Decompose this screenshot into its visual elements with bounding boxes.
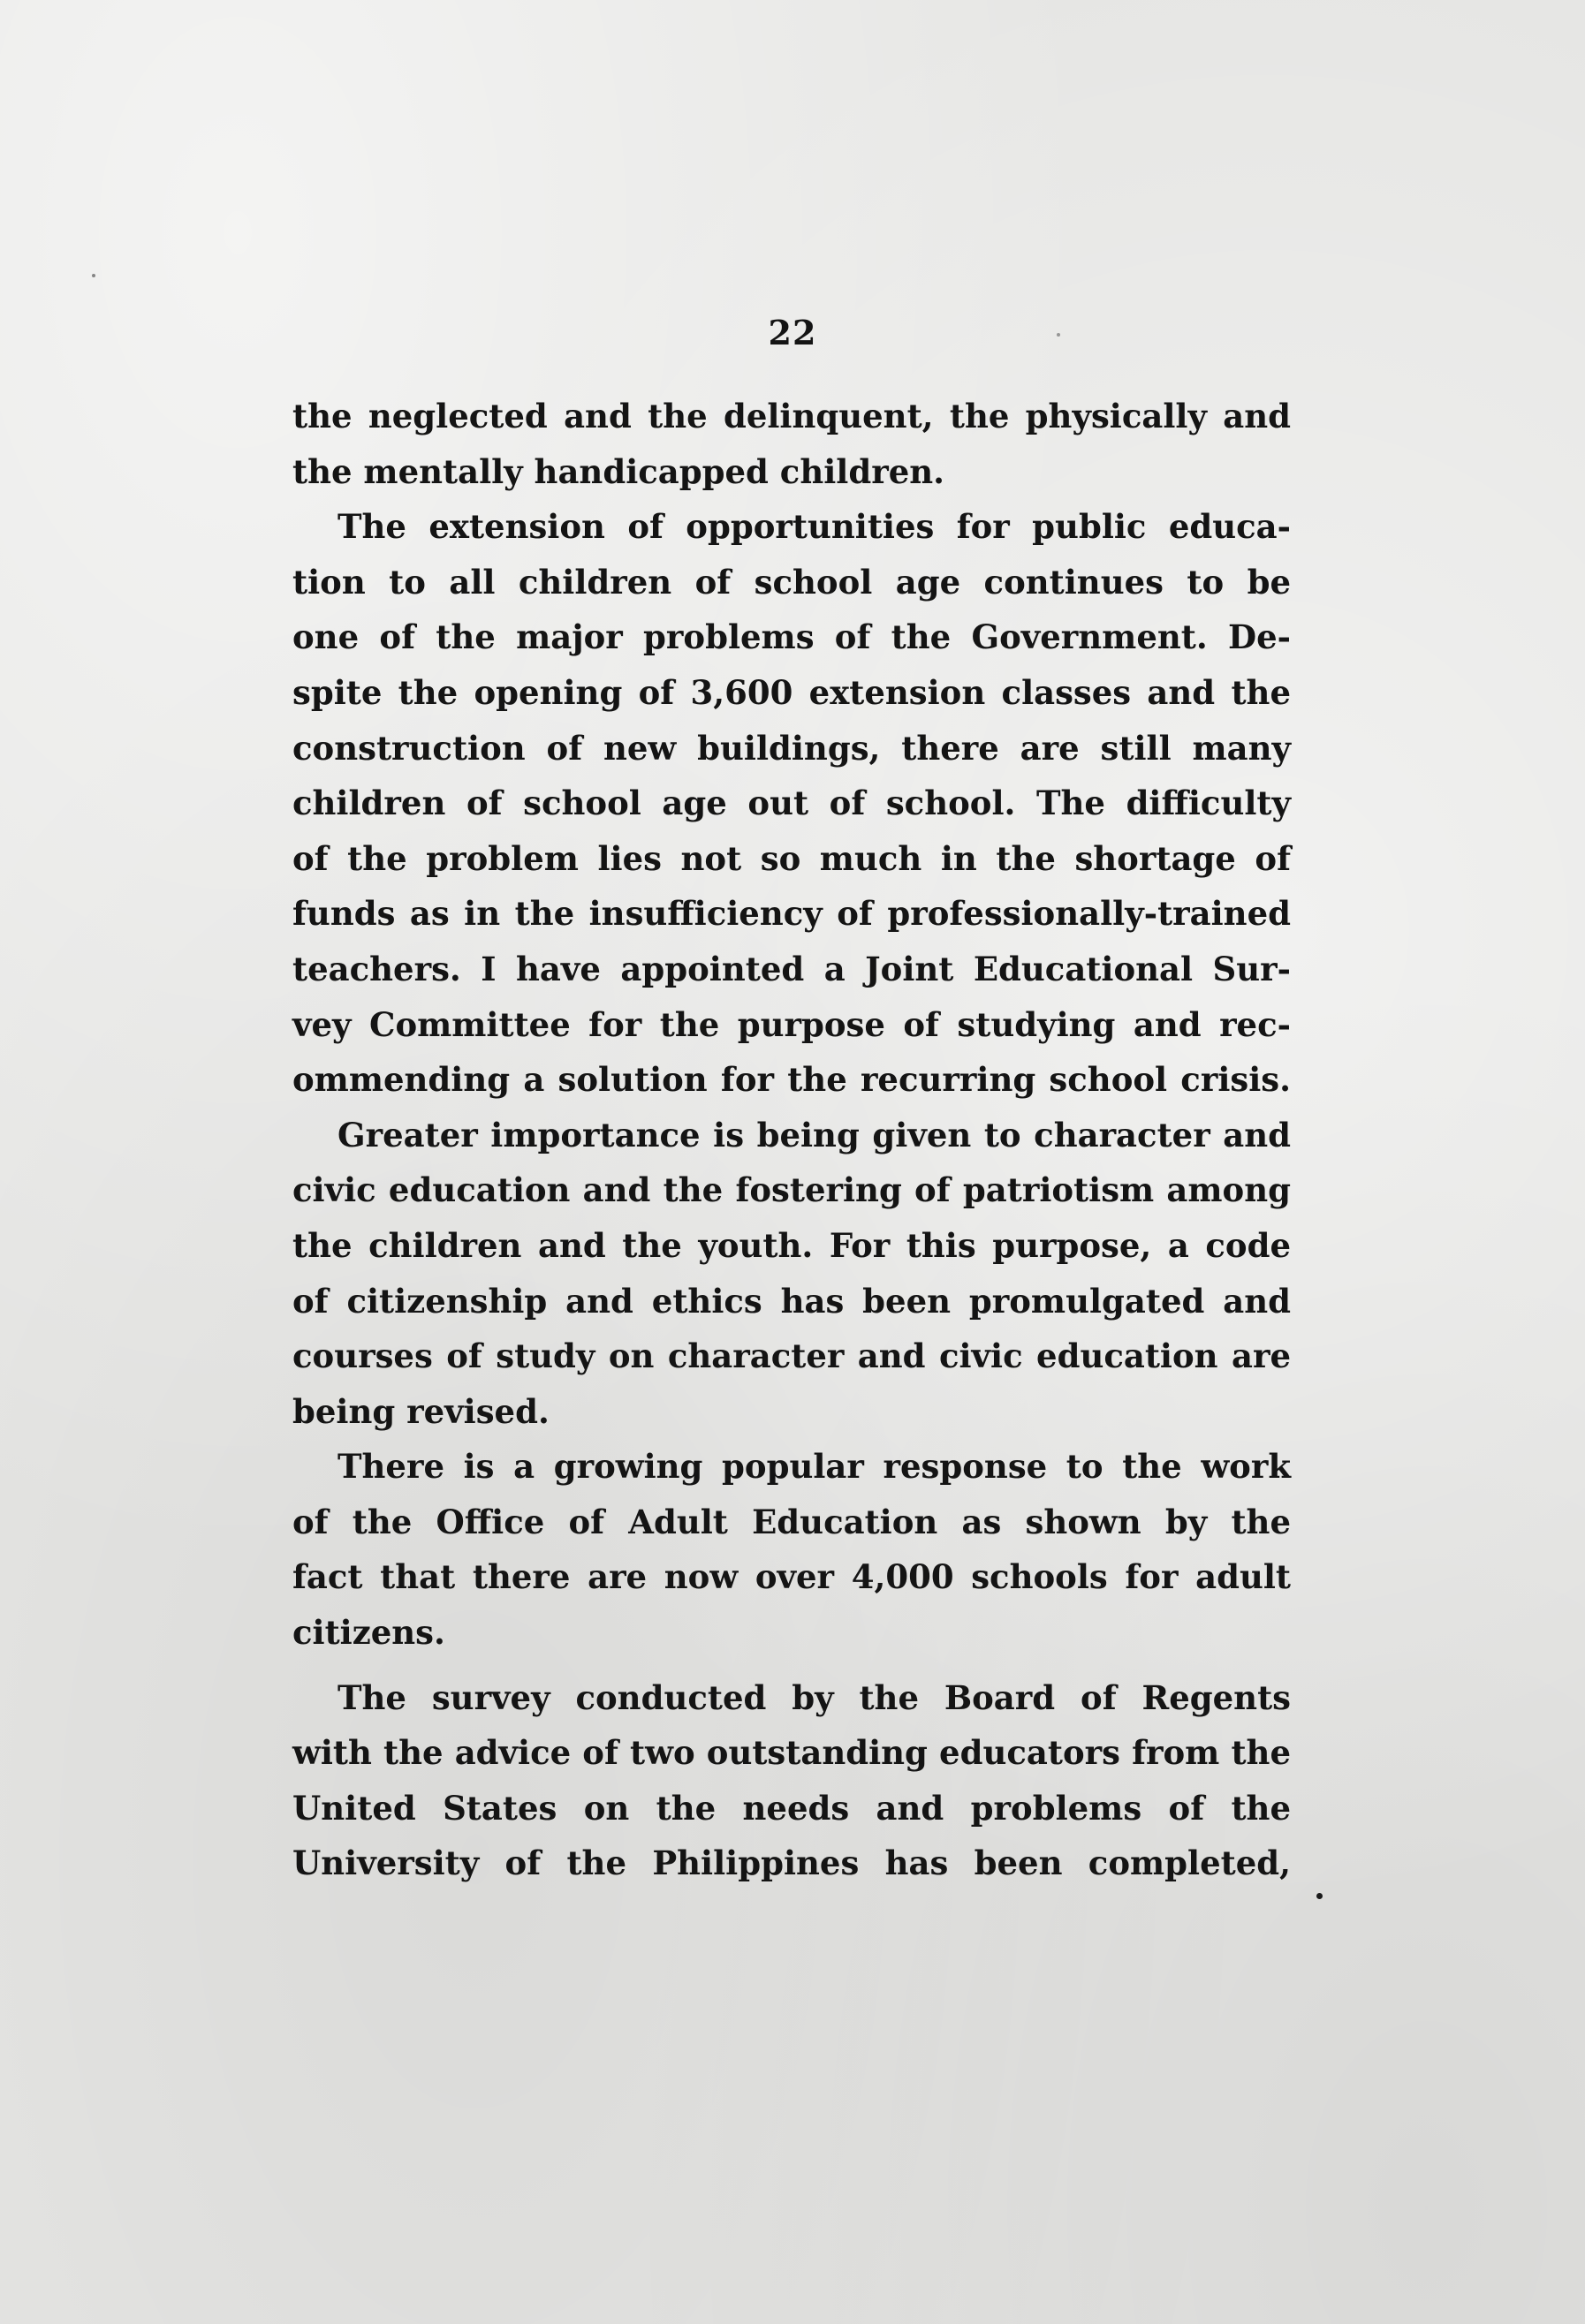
text-line: citizens. bbox=[292, 1613, 445, 1653]
text-line: Greater importance is being given to character and bbox=[337, 1115, 1291, 1154]
scan-speck bbox=[92, 274, 95, 277]
text-line: of citizenship and ethics has been promulgated and bbox=[292, 1281, 1291, 1321]
paragraph-adult-education bbox=[292, 1439, 1291, 1660]
paragraph-continuation bbox=[292, 389, 1291, 499]
scan-speck bbox=[1057, 333, 1060, 337]
body-text bbox=[292, 389, 1291, 1891]
text-line: civic education and the fostering of patriotism among bbox=[292, 1170, 1291, 1210]
text-line: the mentally handicapped children. bbox=[292, 451, 945, 491]
paragraph-university-survey bbox=[292, 1670, 1291, 1891]
text-line: courses of study on character and civic education are bbox=[292, 1336, 1291, 1376]
paragraph-character-education bbox=[292, 1108, 1291, 1440]
text-line: of the problem lies not so much in the shortage of bbox=[292, 838, 1291, 878]
text-line: the children and the youth. For this purpose, a code bbox=[292, 1225, 1291, 1265]
text-line: of the Office of Adult Education as shown by the bbox=[292, 1502, 1291, 1541]
text-line: one of the major problems of the Government. De- bbox=[292, 617, 1291, 657]
text-line: The survey conducted by the Board of Regents bbox=[337, 1677, 1291, 1717]
text-line: funds as in the insufficiency of professionally-trained bbox=[292, 894, 1291, 934]
paragraph-public-education bbox=[292, 499, 1291, 1108]
text-line: with the advice of two outstanding educators from the bbox=[292, 1733, 1291, 1773]
text-line: teachers. I have appointed a Joint Educational Sur- bbox=[292, 949, 1291, 988]
text-line: The extension of opportunities for public educa- bbox=[337, 507, 1291, 547]
text-line: spite the opening of 3,600 extension classes and the bbox=[292, 672, 1291, 712]
text-line: children of school age out of school. The difficulty bbox=[292, 783, 1291, 823]
text-line: the neglected and the delinquent, the physically and bbox=[292, 397, 1291, 435]
text-line: being revised. bbox=[292, 1391, 550, 1431]
scan-speck bbox=[1316, 1893, 1323, 1899]
text-line: United States on the needs and problems of the bbox=[292, 1788, 1291, 1828]
text-line: vey Committee for the purpose of studying and rec- bbox=[292, 1004, 1291, 1044]
text-line: fact that there are now over 4,000 schools for adult bbox=[292, 1557, 1291, 1597]
text-line: tion to all children of school age continues to be bbox=[292, 562, 1291, 602]
text-line: construction of new buildings, there are still many bbox=[292, 728, 1291, 768]
page-number: 22 bbox=[768, 313, 817, 352]
text-line: University of the Philippines has been completed, bbox=[292, 1843, 1291, 1883]
text-line: There is a growing popular response to the work bbox=[337, 1447, 1291, 1487]
text-line: ommending a solution for the recurring school crisis. bbox=[292, 1060, 1291, 1100]
